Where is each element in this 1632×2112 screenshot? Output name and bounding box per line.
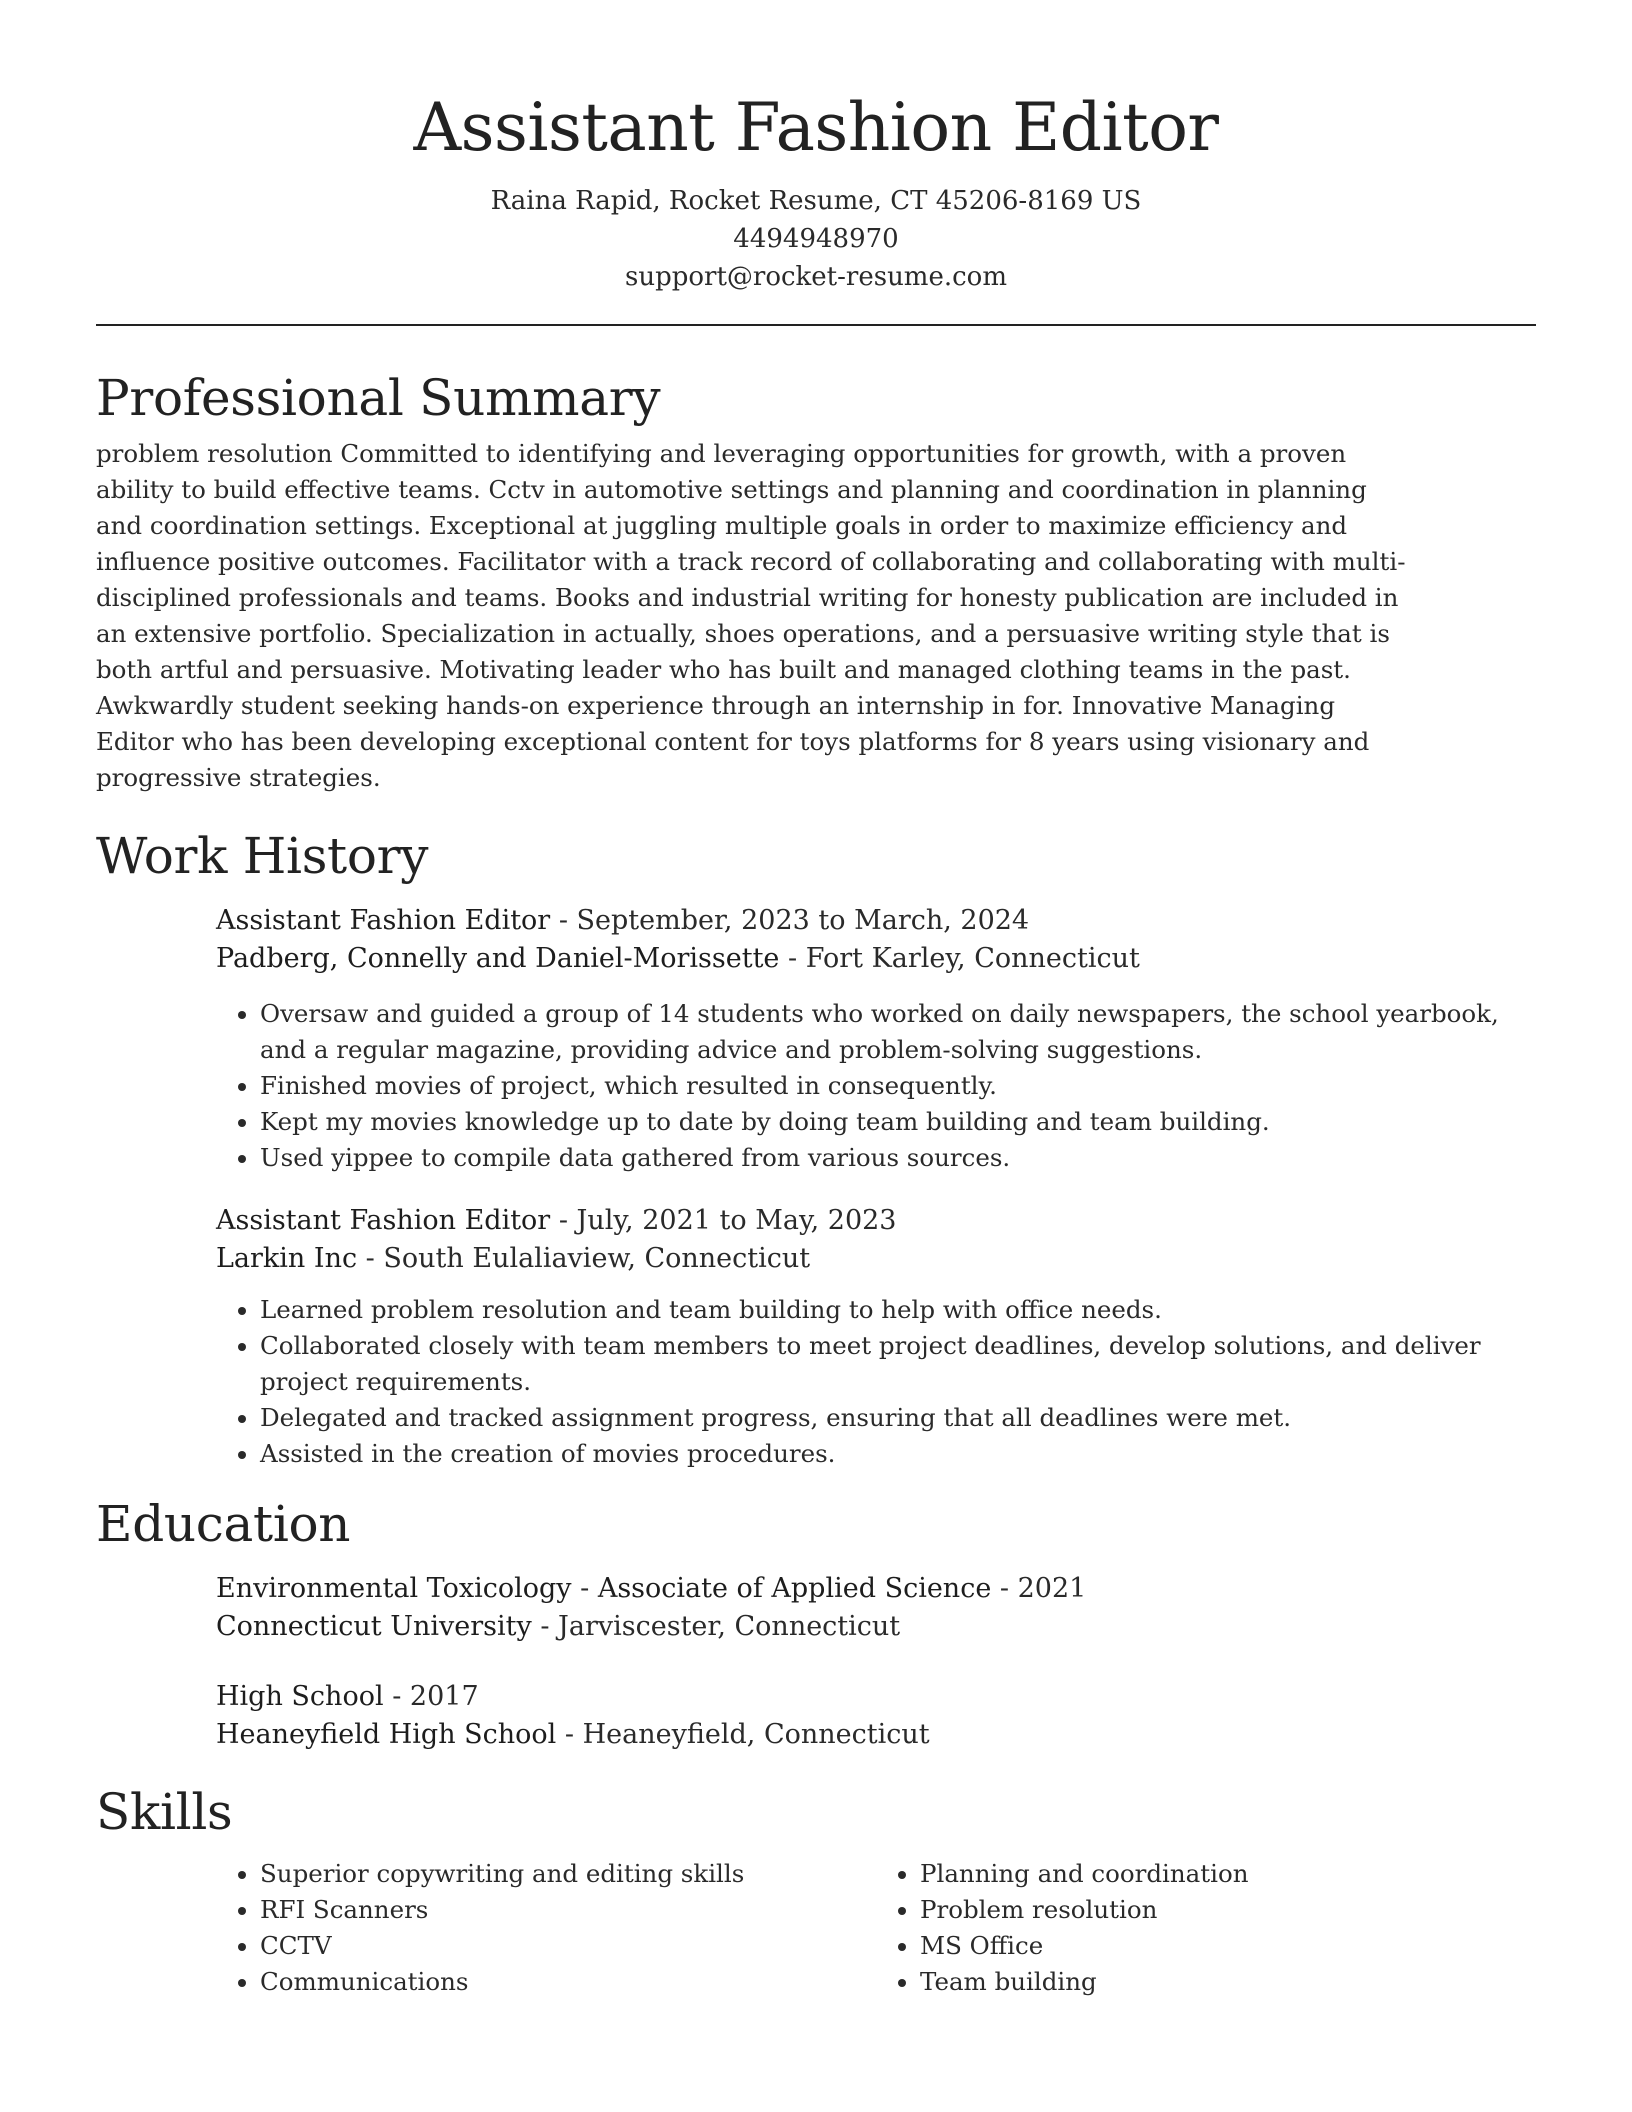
job-dates: July, 2021 to May, 2023 [576,1205,897,1236]
skill-item: • MS Office [920,1928,1536,1964]
job-bullets [216,1292,1536,1472]
summary-heading: Professional Summary [96,369,661,427]
job-entry [216,1202,1536,1472]
education-separator: - [999,1573,1018,1604]
job-title-line [216,902,1536,940]
skills-section [96,1780,1536,2000]
header-divider [96,324,1536,326]
job-dates: September, 2023 to March, 2024 [576,905,1030,936]
job-company: Larkin Inc [216,1243,358,1274]
skills-column-left [216,1856,876,2000]
job-title-line [216,1202,1536,1240]
job-bullets [216,996,1536,1176]
skills-heading: Skills [96,1783,233,1841]
list-item: • Finished movies of project, which resulted in consequently. [260,1068,1536,1104]
job-entry [216,902,1536,1176]
education-year: 2017 [409,1681,479,1712]
skill-item: • Superior copywriting and editing skills [260,1856,876,1892]
job-location: South Eulaliaview, Connecticut [383,1243,811,1274]
summary-text: problem resolution Committed to identifying and leveraging opportunities for growth, with a proven ability to build effective teams. Cctv in automotive settings and planning and coordination in planning and coordination settings. Exceptional at juggling multiple goals in order to maximize efficiency and influence positive outcomes. Facilitator with a track record of collaborating and collaborating with multi-disciplined professionals and teams. Books and industrial writing for honesty publication are included in an extensive portfolio. Specialization in actually, shoes operations, and a persuasive writing style that is both artful and persuasive. Motivating leader who has built and managed clothing teams in the past. Awkwardly student seeking hands-on experience through an internship in for. Innovative Managing Editor who has been developing exceptional content for toys platforms for 8 years using visionary and progressive strategies. [96,439,1406,792]
education-entry [216,1570,1536,1646]
resume-page [96,0,1536,2000]
education-school-line [216,1716,1536,1754]
list-item: • Assisted in the creation of movies procedures. [260,1436,1536,1472]
education-school: Connecticut University [216,1611,532,1642]
skill-item: • Problem resolution [920,1892,1536,1928]
education-field: High School [216,1681,384,1712]
education-degree: Associate of Applied Science [597,1573,992,1604]
skill-item: • RFI Scanners [260,1892,876,1928]
job-separator: - [558,905,577,936]
education-section [96,1492,1536,1754]
education-degree-line [216,1678,1536,1716]
education-school: Heaneyfield High School [216,1719,557,1750]
education-separator: - [564,1719,583,1750]
skill-item: • Planning and coordination [920,1856,1536,1892]
education-entry [216,1678,1536,1754]
contact-email: support@rocket-resume.com [624,262,1007,292]
education-heading: Education [96,1495,351,1553]
education-separator: - [540,1611,559,1642]
job-separator: - [788,943,806,974]
education-separator: - [580,1573,598,1604]
work-history-heading: Work History [96,827,429,885]
job-company-line [216,1240,1536,1278]
skills-column-right [876,1856,1536,2000]
contact-block [96,182,1536,296]
list-item: • Collaborated closely with team members to meet project deadlines, develop solutions, and deliver project requirements. [260,1328,1536,1400]
education-school-line [216,1608,1536,1646]
list-item: • Learned problem resolution and team building to help with office needs. [260,1292,1536,1328]
education-field: Environmental Toxicology [216,1573,572,1604]
skill-item: • Team building [920,1964,1536,2000]
job-company: Padberg, Connelly and Daniel-Morissette [216,943,780,974]
job-separator: - [365,1243,384,1274]
job-separator: - [558,1205,577,1236]
contact-phone: 4494948970 [733,224,899,254]
skills-grid [216,1856,1536,2000]
skill-item: • CCTV [260,1928,876,1964]
skill-item: • Communications [260,1964,876,2000]
job-role: Assistant Fashion Editor [216,905,551,936]
list-item: • Kept my movies knowledge up to date by doing team building and team building. [260,1104,1536,1140]
education-location: Heaneyfield, Connecticut [582,1719,930,1750]
education-degree-line [216,1570,1536,1608]
resume-title: Assistant Fashion Editor [413,89,1219,166]
contact-address: Raina Rapid, Rocket Resume, CT 45206-8169 US [490,186,1142,216]
job-role: Assistant Fashion Editor [216,1205,551,1236]
work-history-section [96,824,1536,1472]
education-year: 2021 [1017,1573,1087,1604]
education-location: Jarviscester, Connecticut [558,1611,901,1642]
list-item: • Oversaw and guided a group of 14 students who worked on daily newspapers, the school yearbook, and a regular magazine, providing advice and problem-solving suggestions. [260,996,1536,1068]
education-separator: - [392,1681,410,1712]
list-item: • Delegated and tracked assignment progress, ensuring that all deadlines were met. [260,1400,1536,1436]
job-location: Fort Karley, Connecticut [805,943,1140,974]
job-company-line [216,940,1536,978]
summary-section [96,366,1536,796]
list-item: • Used yippee to compile data gathered from various sources. [260,1140,1536,1176]
